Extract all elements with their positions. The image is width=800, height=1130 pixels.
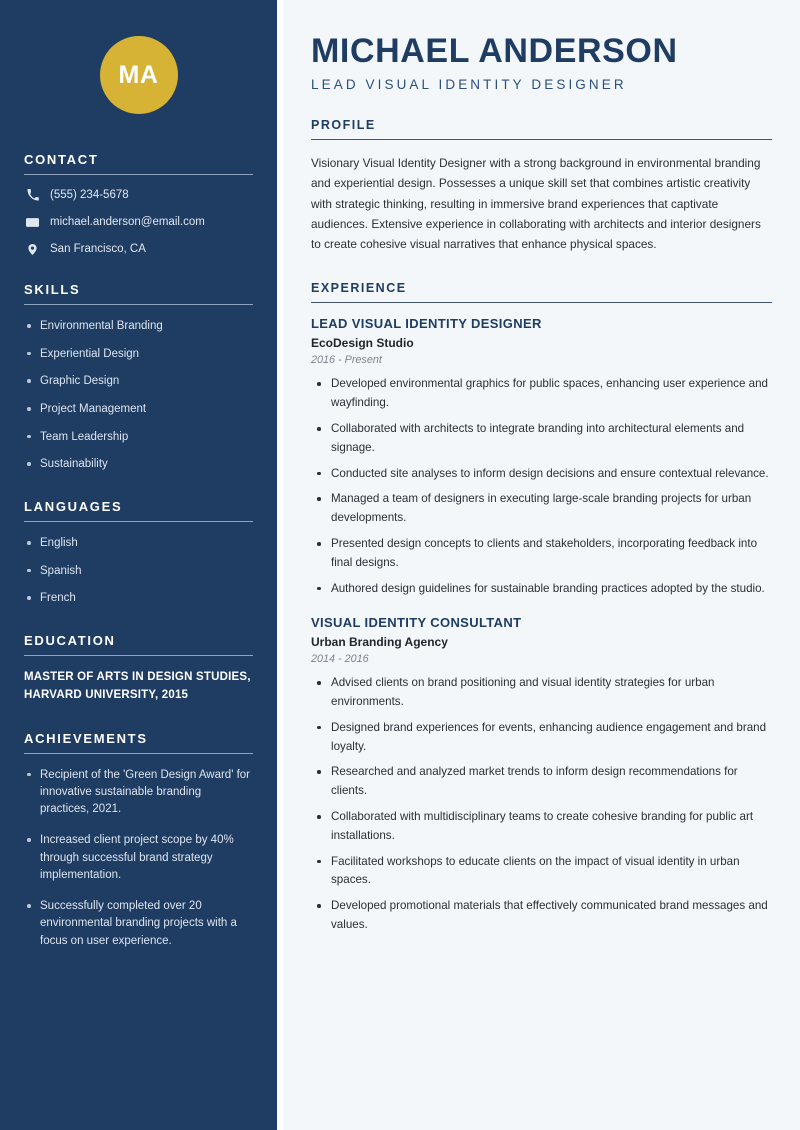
experience-company: EcoDesign Studio (311, 336, 414, 351)
list-item: Managed a team of designers in executing large-scale branding projects for urban developments. (311, 490, 772, 528)
experience-entry (311, 316, 772, 598)
contact-phone-value: (555) 234-5678 (50, 189, 129, 201)
envelope-icon (24, 215, 41, 229)
sidebar (0, 0, 277, 1130)
list-item: Experiential Design (24, 346, 253, 363)
experience-entry (311, 615, 772, 934)
languages-list (24, 535, 253, 607)
list-item: Advised clients on brand positioning and visual identity strategies for urban environments. (311, 674, 772, 712)
list-item: Authored design guidelines for sustainable branding practices adopted by the studio. (311, 580, 772, 599)
contact-heading: CONTACT (24, 152, 99, 167)
list-item: French (24, 590, 253, 607)
list-item: Team Leadership (24, 429, 253, 446)
list-item: English (24, 535, 253, 552)
contact-item-phone[interactable] (24, 188, 253, 202)
experience-dates: 2016 - Present (311, 354, 382, 367)
list-item: Collaborated with multidisciplinary teams to create cohesive branding for public art installations. (311, 808, 772, 846)
list-item: Sustainability (24, 456, 253, 473)
list-item: Successfully completed over 20 environmental branding projects with a focus on user experience. (24, 898, 253, 950)
achievements-list (24, 767, 253, 950)
contact-item-location[interactable] (24, 242, 253, 256)
skills-divider (24, 304, 253, 305)
list-item: Spanish (24, 563, 253, 580)
experience-heading: EXPERIENCE (311, 281, 407, 296)
skills-list (24, 318, 253, 473)
list-item: Increased client project scope by 40% through successful brand strategy implementation. (24, 832, 253, 884)
list-item: Conducted site analyses to inform design decisions and ensure contextual relevance. (311, 465, 772, 484)
avatar-container (24, 0, 253, 152)
main-content (283, 0, 800, 1130)
sidebar-section-achievements (24, 731, 253, 950)
experience-role: LEAD VISUAL IDENTITY DESIGNER (311, 316, 542, 332)
education-entry: MASTER OF ARTS IN DESIGN STUDIES, HARVARD UNIVERSITY, 2015 (24, 671, 251, 701)
experience-dates: 2014 - 2016 (311, 653, 369, 666)
list-item: Presented design concepts to clients and stakeholders, incorporating feedback into final designs. (311, 535, 772, 573)
list-item: Graphic Design (24, 373, 253, 390)
list-item: Recipient of the 'Green Design Award' for innovative sustainable branding practices, 2021. (24, 767, 253, 819)
list-item: Collaborated with architects to integrate branding into architectural elements and signage. (311, 420, 772, 458)
list-item: Designed brand experiences for events, enhancing audience engagement and brand loyalty. (311, 719, 772, 757)
contact-location-value: San Francisco, CA (50, 243, 146, 255)
contact-divider (24, 174, 253, 175)
list-item: Environmental Branding (24, 318, 253, 335)
skills-heading: SKILLS (24, 282, 81, 297)
experience-role: VISUAL IDENTITY CONSULTANT (311, 615, 522, 631)
profile-heading: PROFILE (311, 118, 376, 133)
achievements-heading: ACHIEVEMENTS (24, 730, 148, 746)
sidebar-section-contact (24, 152, 253, 256)
list-item: Project Management (24, 401, 253, 418)
list-item: Developed environmental graphics for public spaces, enhancing user experience and wayfinding. (311, 375, 772, 413)
languages-divider (24, 521, 253, 522)
profile-text: Visionary Visual Identity Designer with a strong background in environmental branding and experiential design. Possesses a unique skill set that combines artistic creativity with strategic thinking, resulting in immersive brand experiences that captivate audiences. Extensive experience in collaborating with architects and interior designers to create cohesive visual narratives that enhance physical spaces. (311, 156, 761, 252)
avatar: MA (100, 36, 178, 114)
education-heading: EDUCATION (24, 633, 116, 649)
experience-bullets (311, 375, 772, 598)
experience-company: Urban Branding Agency (311, 635, 448, 650)
education-divider (24, 655, 253, 656)
sidebar-section-education (24, 633, 253, 705)
achievements-divider (24, 753, 253, 754)
sidebar-section-skills (24, 282, 253, 473)
list-item: Researched and analyzed market trends to inform design recommendations for clients. (311, 763, 772, 801)
experience-bullets (311, 674, 772, 934)
section-experience (311, 281, 772, 934)
sidebar-section-languages (24, 499, 253, 607)
phone-icon (24, 188, 41, 202)
job-title-subtitle: LEAD VISUAL IDENTITY DESIGNER (311, 77, 627, 93)
map-pin-icon (24, 242, 41, 256)
contact-item-email[interactable] (24, 215, 253, 229)
page-title: MICHAEL ANDERSON (311, 32, 678, 70)
list-item: Developed promotional materials that effectively communicated brand messages and values. (311, 897, 772, 935)
contact-email-value: michael.anderson@email.com (50, 216, 205, 228)
experience-divider (311, 302, 772, 303)
profile-divider (311, 139, 772, 140)
section-profile (311, 118, 772, 254)
list-item: Facilitated workshops to educate clients on the impact of visual identity in urban spaces. (311, 853, 772, 891)
languages-heading: LANGUAGES (24, 499, 123, 515)
